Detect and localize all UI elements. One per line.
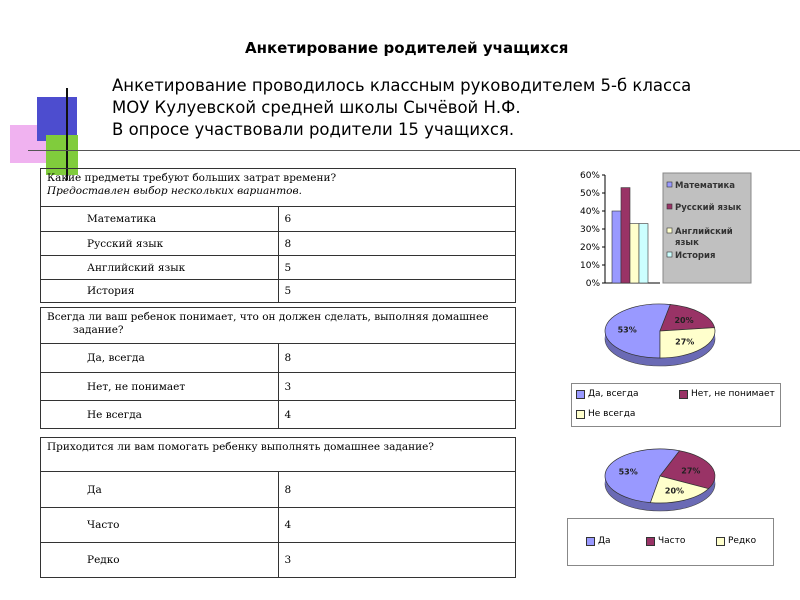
y-tick-label: 10% [579,261,600,271]
table-row [41,256,516,280]
answer-count: 6 [278,207,516,232]
page-title: Анкетирование родителей учащихся [245,39,569,57]
understanding-pie-chart [600,295,730,375]
question-2-table [40,307,516,429]
answer-count: 5 [278,256,516,280]
legend-item [679,389,775,399]
table-row [41,207,516,232]
answer-count: 3 [278,543,516,578]
pie-data-label: 27% [681,466,701,476]
help-pie-chart [600,440,730,520]
legend-label: Нет, не понимает [691,389,775,399]
intro-line: МОУ Кулуевской средней школы Сычёвой Н.Ф. [112,98,521,117]
answer-label: Нет, не понимает [41,373,279,401]
answer-label: Да, всегда [41,344,279,373]
question-3-table [40,437,516,578]
pie-data-label: 20% [664,486,685,496]
y-tick-label: 30% [579,225,600,235]
bar [612,211,621,283]
legend-label: Математика [675,181,735,191]
y-tick-label: 40% [579,207,600,217]
legend-label: История [675,251,716,261]
table-row [41,344,516,373]
table-row [41,401,516,429]
question-1-table [40,168,516,303]
answer-label: Английский язык [41,256,279,280]
pie-data-label: 20% [674,315,694,325]
table-row [41,543,516,578]
table-row [41,232,516,256]
answer-count: 4 [278,401,516,429]
answer-label: История [41,280,279,303]
answer-label: Русский язык [41,232,279,256]
question-1-header [41,169,516,207]
legend-item [586,536,611,546]
table-row [41,472,516,508]
intro-line: Анкетирование проводилось классным руководителем 5-б класса [112,76,692,95]
legend-item [646,536,685,546]
y-tick-label: 60% [579,171,600,181]
decor-vertical-line [66,88,68,180]
help-pie-legend [567,518,774,566]
legend-label: язык [675,238,699,248]
pie-data-label: 27% [675,337,695,347]
y-tick-label: 20% [579,243,600,253]
y-tick-label: 50% [579,189,600,199]
legend-swatch [716,537,725,546]
legend-label: Да, всегда [588,389,639,399]
table-row [41,280,516,303]
question-1-note: Предоставлен выбор нескольких вариантов. [47,185,302,197]
table-row [41,373,516,401]
pie-data-label: 53% [618,467,638,477]
answer-count: 5 [278,280,516,303]
bar [639,224,648,283]
answer-label: Математика [41,207,279,232]
question-2-text: Всегда ли ваш ребенок понимает, что он должен сделать, выполняя домашнее [47,311,489,323]
legend-label: Английский [675,227,733,237]
intro-line: В опросе участвовали родители 15 учащихся. [112,120,515,139]
legend-label: Редко [728,536,757,546]
question-3-header [41,438,516,472]
legend-swatch [667,252,672,257]
legend-label: Часто [658,536,686,546]
legend-label: Русский язык [675,203,742,213]
understanding-pie-legend [571,383,781,427]
answer-label: Не всегда [41,401,279,429]
question-1-text: Какие предметы требуют больших затрат времени? [47,172,337,184]
legend-swatch [586,537,595,546]
question-2-text-cont: задание? [73,324,124,336]
legend-label: Да [598,536,611,546]
legend-swatch [667,182,672,187]
answer-count: 8 [278,232,516,256]
legend-swatch [679,390,688,399]
decor-horizontal-line [28,150,800,151]
legend-swatch [667,204,672,209]
pie-data-label: 53% [617,325,637,335]
legend-swatch [646,537,655,546]
answer-count: 8 [278,472,516,508]
y-tick-label: 0% [585,279,600,289]
legend-swatch [576,390,585,399]
answer-label: Редко [41,543,279,578]
legend-item [576,409,635,419]
question-2-header [41,308,516,344]
bar [630,224,639,283]
answer-count: 3 [278,373,516,401]
answer-count: 4 [278,508,516,543]
legend-item [576,389,639,399]
legend-swatch [667,228,672,233]
subjects-bar-chart [560,165,785,293]
question-3-text: Приходится ли вам помогать ребенку выполнять домашнее задание? [47,441,434,453]
bar [621,188,630,283]
legend-label: Не всегда [588,409,636,419]
legend-item [716,536,756,546]
answer-label: Часто [41,508,279,543]
answer-label: Да [41,472,279,508]
table-row [41,508,516,543]
answer-count: 8 [278,344,516,373]
legend-swatch [576,410,585,419]
